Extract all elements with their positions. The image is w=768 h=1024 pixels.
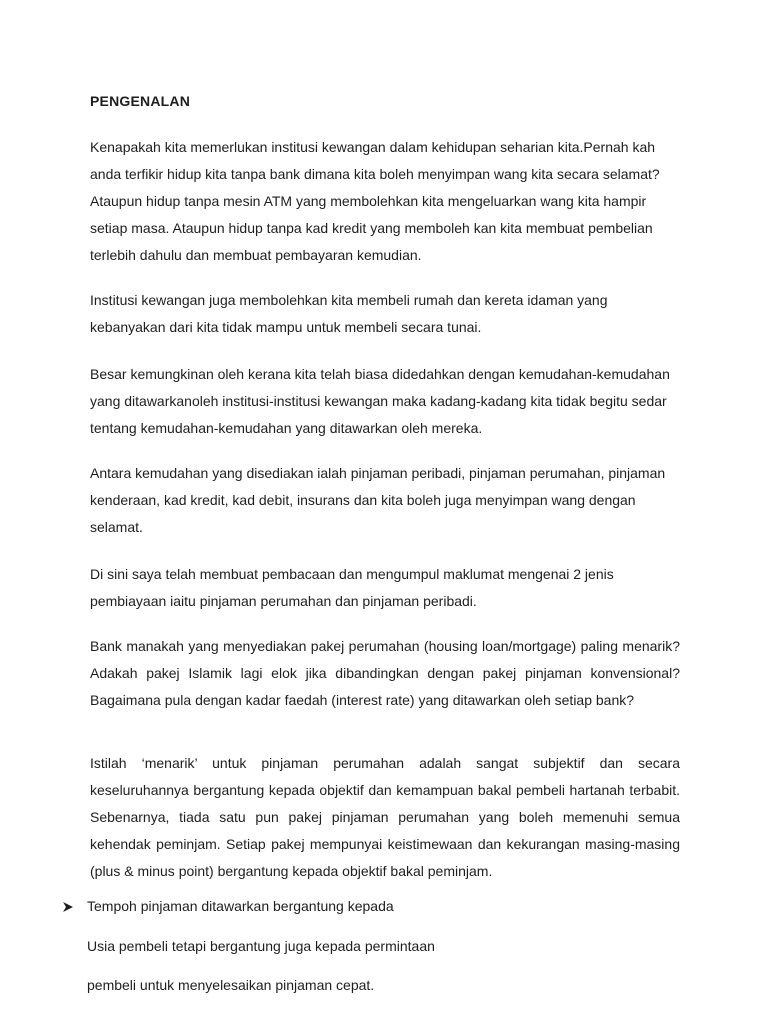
paragraph-intro: Kenapakah kita memerlukan institusi kewangan dalam kehidupan seharian kita.Pernah kah anda terfikir hidup kita tanpa bank dimana kita boleh menyimpan wang kita secara selamat? Ataupun hidup tanpa mesin ATM yang membolehkan kita mengeluarkan wang kita hampir setiap masa. Ataupun hidup tanpa kad kredit yang memboleh kan kita membuat pembelian terlebih dahulu dan membuat pembayaran kemudian. [90, 139, 660, 263]
paragraph-facilities-awareness: Besar kemungkinan oleh kerana kita telah biasa didedahkan dengan kemudahan-kemudahan yang ditawarkanoleh institusi-institusi kewangan maka kadang-kadang kita tidak begitu sedar tentang kemudahan-kemudahan yang ditawarkan oleh mereka. [90, 366, 670, 436]
bullet-text: Tempoh pinjaman ditawarkan bergantung kepada [87, 898, 394, 914]
sub-line-1: Usia pembeli tetapi bergantung juga kepada permintaan [87, 938, 435, 954]
sub-line-2: pembeli untuk menyelesaikan pinjaman cepat. [87, 977, 375, 993]
paragraph-home-car: Institusi kewangan juga membolehkan kita membeli rumah dan kereta idaman yang kebanyakan dari kita tidak mampu untuk membeli secara tunai. [90, 292, 608, 335]
paragraph-facilities-list: Antara kemudahan yang disediakan ialah pinjaman peribadi, pinjaman perumahan, pinjaman kenderaan, kad kredit, kad debit, insurans dan kita boleh juga menyimpan wang dengan selamat. [90, 465, 666, 535]
document-heading: PENGENALAN [90, 93, 191, 109]
paragraph-menarik-definition: Istilah ‘menarik’ untuk pinjaman perumahan adalah sangat subjektif dan secara keseluruhannya bergantung kepada objektif dan kemampuan bakal pembeli hartanah terbabit. Sebenarnya, tiada satu pun pakej pinjaman perumahan yang boleh memenuhi semua kehendak peminjam. Setiap pakej mempunyai keistimewaan dan kekurangan masing-masing (plus & minus point) bergantung kepada objektif bakal peminjam. [90, 755, 680, 879]
arrowhead-bullet-icon [62, 901, 74, 913]
paragraph-research-scope: Di sini saya telah membuat pembacaan dan mengumpul maklumat mengenai 2 jenis pembiayaan iaitu pinjaman perumahan dan pinjaman peribadi. [90, 566, 614, 609]
paragraph-bank-questions: Bank manakah yang menyediakan pakej perumahan (housing loan/mortgage) paling menarik? Adakah pakej Islamik lagi elok jika dibandingkan dengan pakej pinjaman konvensional? Bagaimana pula dengan kadar faedah (interest rate) yang ditawarkan oleh setiap bank? [90, 638, 680, 708]
bullet-item [62, 893, 394, 920]
